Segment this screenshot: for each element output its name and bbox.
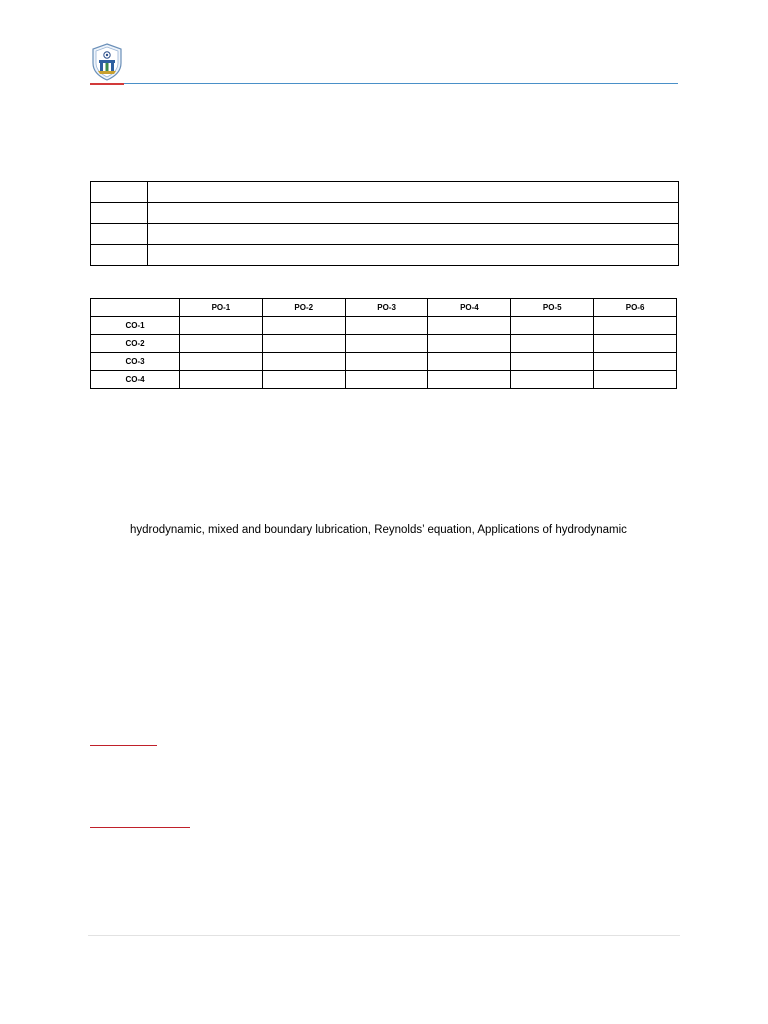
section-heading-underline bbox=[90, 827, 190, 828]
section-heading-underline bbox=[90, 745, 157, 746]
table-row bbox=[91, 335, 677, 353]
table-cell bbox=[594, 353, 677, 371]
footer-divider bbox=[88, 935, 680, 936]
table-row bbox=[91, 245, 679, 266]
column-header-po-5: PO-5 bbox=[511, 299, 594, 317]
table-cell bbox=[148, 245, 679, 266]
table-cell bbox=[594, 371, 677, 389]
header-divider bbox=[90, 83, 678, 84]
table-cell bbox=[511, 371, 594, 389]
table-cell bbox=[594, 335, 677, 353]
row-header-co-1: CO-1 bbox=[91, 317, 180, 335]
table-cell bbox=[91, 224, 148, 245]
column-header-po-6: PO-6 bbox=[594, 299, 677, 317]
table-cell bbox=[428, 335, 511, 353]
table-cell bbox=[148, 203, 679, 224]
table-cell bbox=[345, 353, 428, 371]
row-header-co-3: CO-3 bbox=[91, 353, 180, 371]
row-header-co-2: CO-2 bbox=[91, 335, 180, 353]
table-cell bbox=[262, 353, 345, 371]
table-cell bbox=[91, 245, 148, 266]
table-row bbox=[91, 317, 677, 335]
table-cell bbox=[594, 317, 677, 335]
column-header-po-2: PO-2 bbox=[262, 299, 345, 317]
co-po-mapping-table bbox=[90, 298, 677, 389]
table-cell bbox=[180, 335, 263, 353]
table-cell bbox=[180, 317, 263, 335]
table-row bbox=[91, 203, 679, 224]
table-cell bbox=[148, 182, 679, 203]
table-header-row bbox=[91, 299, 677, 317]
table-cell bbox=[262, 371, 345, 389]
table-cell bbox=[180, 353, 263, 371]
column-header-po-3: PO-3 bbox=[345, 299, 428, 317]
table-cell bbox=[345, 317, 428, 335]
column-header-po-1: PO-1 bbox=[180, 299, 263, 317]
course-info-table bbox=[90, 181, 679, 266]
table-row bbox=[91, 353, 677, 371]
table-cell bbox=[345, 335, 428, 353]
table-cell bbox=[511, 353, 594, 371]
table-cell bbox=[428, 353, 511, 371]
table-cell bbox=[91, 182, 148, 203]
table-cell bbox=[345, 371, 428, 389]
table-cell bbox=[148, 224, 679, 245]
table-cell bbox=[180, 371, 263, 389]
table-row bbox=[91, 182, 679, 203]
table-corner-cell bbox=[91, 299, 180, 317]
table-cell bbox=[511, 335, 594, 353]
row-header-co-4: CO-4 bbox=[91, 371, 180, 389]
table-row bbox=[91, 371, 677, 389]
table-cell bbox=[428, 317, 511, 335]
syllabus-text-line: hydrodynamic, mixed and boundary lubrication, Reynolds’ equation, Applications of hydrodynamic bbox=[130, 524, 627, 536]
table-cell bbox=[262, 335, 345, 353]
table-cell bbox=[428, 371, 511, 389]
table-row bbox=[91, 224, 679, 245]
column-header-po-4: PO-4 bbox=[428, 299, 511, 317]
table-cell bbox=[262, 317, 345, 335]
institute-crest-icon bbox=[90, 43, 124, 81]
header-accent-bar bbox=[90, 83, 124, 85]
table-cell bbox=[511, 317, 594, 335]
table-cell bbox=[91, 203, 148, 224]
